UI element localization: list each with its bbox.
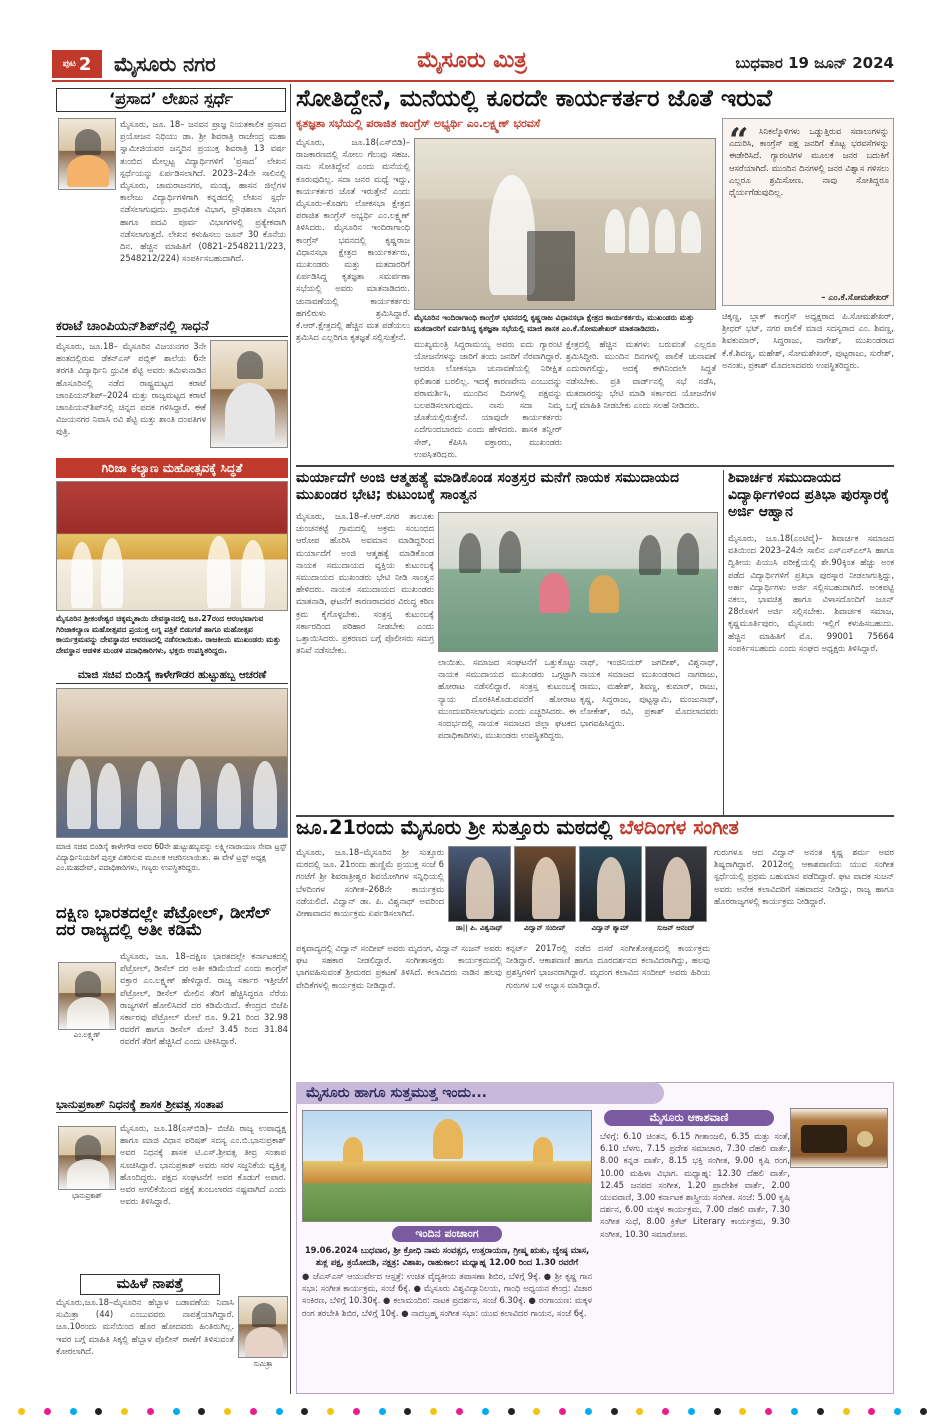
registration-dot (198, 1408, 205, 1415)
section-divider (296, 465, 894, 467)
artist-figure (663, 857, 691, 919)
akashavani-text: ಬೆಳಿಗ್ಗೆ: 6.10 ಚಿಂತನ, 6.15 ಗೀತಾಂಜಲಿ, 6.35 ಮತ್ತು ಸಂತೆ, 6.10 ಬೆಳಗು, 7.15 ಪ್ರದೇಶ ಸಮಾಚಾರ, 7.30 ದೆಹಲಿ ವಾರ್ತೆ, 8.00 ಕನ್ನಡ ವಾರ್ತೆ, 8.15 ಭಕ್ತಿ ಸಂಗೀತ, 9.00 ಕೃಷಿ ರಂಗ, 10.00 ಮಹಿಳಾ ವಿಭಾಗ. ಮಧ್ಯಾಹ್ನ: 12.30 ದೆಹಲಿ ವಾರ್ತೆ, 12.45 ಜನಪದ ಸಂಗೀತ, 1.20 ಪ್ರಾದೇಶಿಕ ವಾರ್ತೆ, 2.00 ಯುವವಾಣಿ, 3.00 ಕರ್ನಾಟಕ ಶಾಸ್ತ್ರೀಯ ಸಂಗೀತ. ಸಂಜೆ: 5.00 ಕೃಷಿ ದರ್ಶನ, 6.00 ಮಕ್ಕಳ ಕಾರ್ಯಕ್ರಮ, 7.00 ದೆಹಲಿ ವಾರ್ತೆ, 7.30 ಸಂಗೀತ ಸುಧೆ, 8.00 ಕ್ರಿಕೆಟ್ Literary ಕಾರ್ಯಕ್ರಮ, 9.30 ಸಂಗೀತ, 10.30 ಸಮಾರೋಪ. (600, 1131, 790, 1239)
karate-student-photo (210, 340, 288, 448)
registration-dot (868, 1408, 875, 1415)
lead-headline: ಸೋತಿದ್ದೇನೆ, ಮನೆಯಲ್ಲಿ ಕೂರದೇ ಕಾರ್ಯಕರ್ತರ ಜೊತೆ ಇರುವೆ (296, 84, 773, 112)
suttur-headline (296, 818, 894, 838)
shivarchaka-body: ಮೈಸೂರು, ಜೂ.18(ಎಂಟಿವೈ)– ಶಿವಾರ್ಚಕ ಸಮಾಜದ ವತಿಯಿಂದ 2023–24ನೇ ಸಾಲಿನ ಎಸ್‌ಎಸ್‌ಎಲ್‌ಸಿ ಹಾಗೂ ದ್ವಿತೀಯ ಪಿಯುಸಿ ಪರೀಕ್ಷೆಯಲ್ಲಿ ಶೇ.90ಕ್ಕಿಂತ ಹೆಚ್ಚು ಅಂಕ ಪಡೆದ ವಿದ್ಯಾರ್ಥಿಗಳಿಗೆ ಪ್ರತಿಭಾ ಪುರಸ್ಕಾರ ನೀಡಲಾಗುತ್ತಿದ್ದು, ಅರ್ಹ ವಿದ್ಯಾರ್ಥಿಗಳು ಅರ್ಜಿ ಸಲ್ಲಿಸಬಹುದಾಗಿದೆ. ಅಂಕಪಟ್ಟಿ ನಕಲು, ಭಾವಚಿತ್ರ ಹಾಗೂ ವಿಳಾಸದೊಂದಿಗೆ ಜೂನ್ 28ರೊಳಗೆ ಅರ್ಜಿ ಸಲ್ಲಿಸಬೇಕು. ಶಿವಾರ್ಚಕ ಸಮಾಜ, ಕೃಷ್ಣಮೂರ್ತಿಪುರಂ, ಮೈಸೂರು ಇಲ್ಲಿಗೆ ಕಳುಹಿಸಬಹುದು. ಹೆಚ್ಚಿನ ಮಾಹಿತಿಗೆ ಮೊ. 99001 75664 ಸಂಪರ್ಕಿಸಬಹುದು ಎಂದು ಸಂಘದ ಅಧ್ಯಕ್ಷರು ತಿಳಿಸಿದ್ದಾರೆ. (728, 533, 894, 653)
lead-subheadline: ಕೃತಜ್ಞತಾ ಸಭೆಯಲ್ಲಿ ಪರಾಜಿತ ಕಾಂಗ್ರೆಸ್ ಅಭ್ಯರ್ಥಿ ಎಂ.ಲಕ್ಷ್ಮಣ್ ಭರವಸೆ (296, 117, 541, 130)
registration-marks (0, 1408, 945, 1418)
naayaka-headline: ಮರ್ಯಾದೆಗೆ ಅಂಜಿ ಆತ್ಮಹತ್ಯೆ ಮಾಡಿಕೊಂಡ ಸಂತ್ರಸ್ತರ ಮನೆಗೆ ನಾಯಕ ಸಮುದಾಯದ ಮುಖಂಡರ ಭೇಟಿ; ಕುಟುಂಬಕ್ಕೆ ಸಾಂತ್ವನ (296, 470, 680, 503)
registration-dot (662, 1408, 669, 1415)
bhanu-headline: ಭಾನುಪ್ರಕಾಶ್ ನಿಧನಕ್ಕೆ ಶಾಸಕ ಶ್ರೀವತ್ಸ ಸಂತಾಪ (56, 1098, 288, 1113)
person-figure (499, 531, 521, 573)
maji-caption: ಮಾಜಿ ಸಚಿವ ಬಿಂಡಿಸೈ ಕಾಳೇಗೌಡ ಅವರ 60ನೇ ಹುಟ್ಟುಹಬ್ಬವನ್ನು ಲಕ್ಷ್ಮೀನಾರಾಯಣ ಸೇವಾ ಟ್ರಸ್ಟ್ ವಿದ್ಯಾರ್ಥಿನಿಯರಿಗೆ ಪುಸ್ತಕ ವಿತರಿಸುವ ಮೂಲಕ ಆಚರಿಸಲಾಯಿತು. ಈ ವೇಳೆ ಟ್ರಸ್ಟ್ ಅಧ್ಯಕ್ಷ ಎಂ.ಮಹದೇವ್, ಪದಾಧಿಕಾರಿಗಳು, ಗಣ್ಯರು ಉಪಸ್ಥಿತರಿದ್ದರು. (56, 842, 287, 872)
registration-dot (791, 1408, 798, 1415)
artist-figure (532, 857, 560, 919)
suttur-headline-main: ಜೂ.21ರಂದು ಮೈಸೂರು ಶ್ರೀ ಸುತ್ತೂರು ಮಠದಲ್ಲಿ (296, 816, 620, 839)
panchanga-text: 19.06.2024 ಬುಧವಾರ, ಶ್ರೀ ಕ್ರೋಧಿ ನಾಮ ಸಂವತ್ಸರ, ಉತ್ತರಾಯಣ, ಗ್ರೀಷ್ಮ ಋತು, ಜ್ಯೇಷ್ಠ ಮಾಸ, ಶುಕ್ಲ ಪಕ್ಷ, ತ್ರಯೋದಶಿ, ನಕ್ಷತ್ರ: ವಿಶಾಖ, ರಾಹುಕಾಲ: ಮಧ್ಯಾಹ್ನ 12.00 ರಿಂದ 1.30 ರವರೆಗೆ (304, 1245, 590, 1268)
audience-figure (629, 207, 649, 253)
registration-dot (70, 1408, 77, 1415)
podium (527, 231, 575, 301)
petrol-body: ಮೈಸೂರು, ಜೂ. 18–ದಕ್ಷಿಣ ಭಾರತದಲ್ಲೇ ಕರ್ನಾಟಕದಲ್ಲಿ ಪೆಟ್ರೋಲ್, ಡೀಸೆಲ್ ದರ ಅತೀ ಕಡಿಮೆಯಿದೆ ಎಂದು ಕಾಂಗ್ರೆಸ್ ವಕ್ತಾರ ಎಂ.ಲಕ್ಷ್ಮಣ್ ಹೇಳಿದ್ದಾರೆ. ರಾಜ್ಯ ಸರ್ಕಾರ ಇತ್ತೀಚೆಗೆ ಪೆಟ್ರೋಲ್, ಡೀಸೆಲ್ ಮೇಲಿನ ತೆರಿಗೆ ಹೆಚ್ಚಿಸಿದ್ದರೂ ನೆರೆಯ ರಾಜ್ಯಗಳಿಗೆ ಹೋಲಿಸಿದರೆ ದರ ಕಡಿಮೆಯಿದೆ. ಕೇಂದ್ರದ ಬಿಜೆಪಿ ಸರ್ಕಾರವು ಪೆಟ್ರೋಲ್ ಮೇಲೆ ರೂ. 9.21 ರಿಂದ 32.98 ರವರೆಗೆ ಹಾಗೂ ಡೀಸೆಲ್ ಮೇಲೆ 3.45 ರಿಂದ 31.84 ರವರೆಗೆ ತೆರಿಗೆ ಹೆಚ್ಚಿಸಿದೆ ಎಂದು ಟೀಕಿಸಿದ್ದಾರೆ. (120, 951, 288, 1047)
palace-dome (433, 1119, 463, 1159)
mysuru-palace-photo (302, 1110, 592, 1222)
artist-name: ಡಾ|| ಪಿ. ವಿಶ್ವನಾಥ್ (455, 924, 503, 932)
missing-woman-photo (238, 1296, 288, 1358)
registration-dot (636, 1408, 643, 1415)
portrait-figure (75, 1135, 101, 1161)
artist-card (448, 846, 511, 938)
lead-body-col1: ಮೈಸೂರು, ಜೂ.18(ಎಸ್‌ಬಿಡಿ)– ರಾಜಕಾರಣದಲ್ಲಿ ಸೋಲು ಗೆಲುವು ಸಹಜ. ನಾನು ಸೋತಿದ್ದೇನೆ ಎಂದು ಮನೆಯಲ್ಲಿ ಕೂರುವುದಿಲ್ಲ. ಸದಾ ಜನರ ಮಧ್ಯೆ ಇದ್ದು, ಕಾರ್ಯಕರ್ತರ ಜೊತೆ ಇರುತ್ತೇನೆ ಎಂದು ಮೈಸೂರು–ಕೊಡಗು ಲೋಕಸಭಾ ಕ್ಷೇತ್ರದ ಪರಾಜಿತ ಕಾಂಗ್ರೆಸ್ ಅಭ್ಯರ್ಥಿ ಎಂ.ಲಕ್ಷ್ಮಣ್ ತಿಳಿಸಿದರು. ಮೈಸೂರಿನ ಇಂದಿರಾಗಾಂಧಿ ಕಾಂಗ್ರೆಸ್ ಭವನದಲ್ಲಿ ಕೃಷ್ಣರಾಜ ವಿಧಾನಸಭಾ ಕ್ಷೇತ್ರದ ಕಾರ್ಯಕರ್ತರು, ಮುಖಂಡರು ಮತ್ತು ಮತದಾರರಿಗೆ ಏರ್ಪಡಿಸಿದ್ದ ಕೃತಜ್ಞತಾ ಸಮರ್ಪಣಾ ಸಭೆಯಲ್ಲಿ ಅವರು ಮಾತನಾಡಿದರು. ಚುನಾವಣೆಯಲ್ಲಿ ಕಾರ್ಯಕರ್ತರು ಹಗಲಿರುಳು ಶ್ರಮಿಸಿದ್ದಾರೆ. ಕೆ.ಆರ್.ಕ್ಷೇತ್ರದಲ್ಲಿ ಹೆಚ್ಚಿನ ಮತ ಪಡೆಯಲು ಶ್ರಮಿಸಿದ ಎಲ್ಲರಿಗೂ ಕೃತಜ್ಞತೆ ಸಲ್ಲಿಸುತ್ತೇನೆ. (296, 137, 410, 343)
registration-dot (508, 1408, 515, 1415)
petrol-portrait-caption: ಎಂ.ಲಕ್ಷ್ಮಣ್ (73, 1031, 101, 1039)
naayaka-body-col1: ಮೈಸೂರು, ಜೂ.18–ಕೆ.ಆರ್.ನಗರ ತಾಲೂಕು ಚುಂಚನಕಟ್ಟೆ ಗ್ರಾಮದಲ್ಲಿ ಅಕ್ರಮ ಸಂಬಂಧದ ಆರೋಪ ಹೊರಿಸಿ ಅವಮಾನ ಮಾಡಿದ್ದರಿಂದ ಮರ್ಯಾದೆಗೆ ಅಂಜಿ ಆತ್ಮಹತ್ಯೆ ಮಾಡಿಕೊಂಡ ನಾಯಕ ಸಮುದಾಯದ ವ್ಯಕ್ತಿಯ ಕುಟುಂಬಕ್ಕೆ ಸಮುದಾಯದ ಮುಖಂಡರು ಭೇಟಿ ನೀಡಿ ಸಾಂತ್ವನ ಹೇಳಿದರು. ನಾಯಕ ಸಮುದಾಯದ ಮುಖಂಡರು ಮಾತನಾಡಿ, ಘಟನೆಗೆ ಕಾರಣರಾದವರ ವಿರುದ್ಧ ಕಠಿಣ ಕ್ರಮ ಕೈಗೊಳ್ಳಬೇಕು. ಸಂತ್ರಸ್ತ ಕುಟುಂಬಕ್ಕೆ ಸರ್ಕಾರದಿಂದ ಪರಿಹಾರ ನೀಡಬೇಕು ಎಂದು ಒತ್ತಾಯಿಸಿದರು. ಪ್ರಕರಣದ ಬಗ್ಗೆ ಪೊಲೀಸರು ಸಮಗ್ರ ತನಿಖೆ ನಡೆಸಬೇಕು. (296, 511, 434, 656)
akashavani-tab: ಮೈಸೂರು ಆಕಾಶವಾಣಿ (604, 1110, 774, 1126)
artist-card (514, 846, 577, 938)
artist-name: ವಿದ್ವಾನ್ ಸಂದೀಪ್ (524, 924, 566, 932)
column-rule (290, 84, 291, 1394)
page-number: 2 (78, 53, 92, 75)
page-number-badge (52, 50, 102, 78)
registration-dot (404, 1408, 411, 1415)
person-figure (97, 763, 121, 829)
portrait-figure (237, 351, 263, 379)
registration-dot (379, 1408, 386, 1415)
missing-headline: ಮಹಿಳೆ ನಾಪತ್ತೆ (80, 1274, 220, 1295)
naayaka-visit-photo (438, 512, 718, 652)
prasada-headline: ‘ಪ್ರಸಾದ’ ಲೇಖನ ಸ್ಪರ್ಧೆ (56, 88, 286, 112)
registration-dot (301, 1408, 308, 1415)
lead-quote-text: ಸಿನಿಕಲ್ಕೊಳಿಗಳು ಒಡ್ಡುತ್ತಿರುವ ಸವಾಲುಗಳನ್ನು ಎದುರಿಸಿ, ಕಾಂಗ್ರೆಸ್ ಪಕ್ಷ ಜನರಿಗೆ ಕೊಟ್ಟ ಭರವಸೆಗಳನ್ನು ಈಡೇರಿಸಿದೆ. ಗ್ಯಾರಂಟಿಗಳ ಮೂಲಕ ಜನರ ಬದುಕಿಗೆ ಆಸರೆಯಾಗಿದೆ. ಮುಂದಿನ ದಿನಗಳಲ್ಲಿ ಜನರ ವಿಶ್ವಾಸ ಗಳಿಸಲು ಎಲ್ಲರೂ ಶ್ರಮಿಸೋಣ. ನಾವು ಸೋತಿದ್ದರೂ ಧೈರ್ಯಗೆಡುವುದಿಲ್ಲ. (729, 126, 889, 198)
registration-dot (327, 1408, 334, 1415)
artist-figure (597, 857, 625, 919)
bhanu-portrait-caption: ಭಾನುಪ್ರಕಾಶ್ (72, 1192, 102, 1200)
person-figure (253, 761, 277, 829)
audience-figure (655, 209, 675, 253)
lead-photo-caption: ಮೈಸೂರಿನ ಇಂದಿರಾಗಾಂಧಿ ಕಾಂಗ್ರೆಸ್ ಭವನದಲ್ಲಿ ಕೃಷ್ಣರಾಜ ವಿಧಾನಸಭಾ ಕ್ಷೇತ್ರದ ಕಾರ್ಯಕರ್ತರು, ಮುಖಂಡರು ಮತ್ತು ಮತದಾರರಿಗೆ ಏರ್ಪಡಿಸಿದ್ದ ಕೃತಜ್ಞತಾ ಸಭೆಯಲ್ಲಿ ಮಾಜಿ ಶಾಸಕ ಎಂ.ಕೆ.ಸೋಮಶೇಖರ್ ಮಾತನಾಡಿದರು. (414, 313, 695, 333)
girija-event-photo (56, 481, 288, 611)
masthead (52, 46, 894, 82)
registration-dot (430, 1408, 437, 1415)
person-figure (539, 573, 569, 613)
palace-dome (343, 1137, 363, 1163)
person-figure (207, 536, 231, 608)
missing-body: ಮೈಸೂರು,ಜೂ.18–ಮೈಸೂರಿನ ಹೆಬ್ಬಾಳ ಬಡಾವಣೆಯ ನಿವಾಸಿ ಸುಮಿತ್ರಾ (44) ಎಂಬುವವರು ನಾಪತ್ತೆಯಾಗಿದ್ದಾರೆ. ಜೂ.10ರಂದು ಮನೆಯಿಂದ ಹೊರ ಹೋದವರು ಹಿಂತಿರುಗಿಲ್ಲ. ಇವರ ಬಗ್ಗೆ ಮಾಹಿತಿ ಸಿಕ್ಕಲ್ಲಿ ಹೆಬ್ಬಾಳ ಪೊಲೀಸ್ ಠಾಣೆಗೆ ತಿಳಿಸುವಂತೆ ಕೋರಲಾಗಿದೆ. (56, 1297, 234, 1356)
artist-name: ವಿದ್ವಾನ್ ಶ್ಯಾಮ್ (591, 924, 630, 932)
registration-dot (817, 1408, 824, 1415)
suttur-body-col2: ಪಕ್ಕವಾದ್ಯದಲ್ಲಿ ವಿದ್ವಾನ್ ಸಂದೀಪ್ ಅವರು ಮೃದಂಗ, ವಿದ್ವಾನ್ ಸುಜನ್ ಅವರು ಘಟ ಸಹಕಾರ ನೀಡಲಿದ್ದಾರೆ. ಸಂಗೀತಾಸಕ್ತರು ಕಾರ್ಯಕ್ರಮದಲ್ಲಿ ಭಾಗವಹಿಸುವಂತೆ ಶ್ರೀಮಠದ ಪ್ರಕಟಣೆ ತಿಳಿಸಿದೆ. ಕಲಾವಿದರು ನಾಡಿನ ಹಲವು ವೇದಿಕೆಗಳಲ್ಲಿ ಕಾರ್ಯಕ್ರಮ ನೀಡಿದ್ದಾರೆ. (296, 943, 502, 990)
palace-dome (533, 1137, 553, 1163)
prasada-body: ಮೈಸೂರು, ಜೂ. 18– ಜನವನ ಪ್ರಾಜ್ಞ ನಿಯತಕಾಲಿಕ ಪ್ರಸಾದ ಪ್ರಯೋಜನ ನಿಧಿಯು ಡಾ. ಶ್ರೀ ಶಿವರಾತ್ರಿ ರಾಜೇಂದ್ರ ಮಹಾ ಸ್ವಾಮೀಜಿಯವರ ಜನ್ಮದಿನ ಪ್ರಯುಕ್ತ ಶಿವರಾತ್ರಿ 13 ವರ್ಷ ತುಂಬಿದ ಮೇಲ್ಪಟ್ಟ ವಿದ್ಯಾರ್ಥಿಗಳಿಗೆ ‘ಪ್ರಸಾದ’ ಲೇಖನ ಸ್ಪರ್ಧೆಯನ್ನು ಏರ್ಪಡಿಸಲಾಗಿದೆ. 2023–24ನೇ ಸಾಲಿನಲ್ಲಿ ಮೈಸೂರು, ಚಾಮರಾಜನಗರ, ಮಂಡ್ಯ, ಹಾಸನ ಜಿಲ್ಲೆಗಳ ಕಾಲೇಜು ವಿದ್ಯಾರ್ಥಿಗಳಿಗಾಗಿ ಕನ್ನಡದಲ್ಲಿ ಲೇಖನ ಸ್ಪರ್ಧೆ ನಡೆಸಲಾಗುವುದು. ಪ್ರಾಥಮಿಕ ವಿಭಾಗ, ಪ್ರೌಢಶಾಲಾ ವಿಭಾಗ ಹಾಗೂ ಪದವಿ ಪೂರ್ವ ವಿಭಾಗಗಳಲ್ಲಿ ಪ್ರತ್ಯೇಕವಾಗಿ ನಡೆಸಲಾಗುತ್ತದೆ. ಲೇಖನ ಕಳುಹಿಸಲು ಜೂನ್ 30 ಕೊನೆಯ ದಿನ. ಹೆಚ್ಚಿನ ಮಾಹಿತಿಗೆ (0821–2548211/223, 2548212/224) ಸಂಪರ್ಕಿಸಬಹುದಾಗಿದೆ. (120, 119, 286, 264)
registration-dot (276, 1408, 283, 1415)
person-figure (67, 759, 91, 829)
shivarchaka-headline: ಶಿವಾರ್ಚಕ ಸಮುದಾಯದ ವಿದ್ಯಾರ್ಥಿಗಳಿಂದ ಪ್ರತಿಭಾ ಪುರಸ್ಕಾರಕ್ಕೆ ಅರ್ಜಿ ಆಹ್ವಾನ (728, 470, 890, 520)
registration-dot (920, 1408, 927, 1415)
mysuru-today-title: ಮೈಸೂರು ಹಾಗೂ ಸುತ್ತಮುತ್ತ ಇಂದು... (296, 1082, 664, 1104)
person-figure (177, 759, 201, 829)
page-label: ಪುಟ (62, 59, 76, 69)
artist-photo (514, 846, 577, 922)
registration-dot (843, 1408, 850, 1415)
lead-quote-box (722, 118, 894, 306)
portrait-figure (67, 1159, 109, 1190)
lead-body-col3: ಕ್ಷೇತ್ರದಲ್ಲಿ ಹೆಚ್ಚಿನ ಮತಗಳು ಬರುವಂತೆ ಎಲ್ಲರೂ ಶ್ರಮಿಸಿದ್ದೀರಿ. ಮುಂದಿನ ದಿನಗಳಲ್ಲಿ ಪಾಲಿಕೆ ಚುನಾವಣೆ ಎದುರಾಗಲಿದ್ದು, ಅದಕ್ಕೆ ಈಗಿನಿಂದಲೇ ಸಿದ್ಧತೆ ನಡೆಸಬೇಕು. ಪ್ರತಿ ವಾರ್ಡ್‌ನಲ್ಲಿ ಸಭೆ ನಡೆಸಿ, ಮತದಾರರನ್ನು ಭೇಟಿ ಮಾಡಿ ಸರ್ಕಾರದ ಯೋಜನೆಗಳ ಬಗ್ಗೆ ಮಾಹಿತಿ ನೀಡಬೇಕು ಎಂದು ಸಲಹೆ ನೀಡಿದರು. (566, 339, 716, 411)
artist-figure (466, 857, 494, 919)
registration-dot (714, 1408, 721, 1415)
registration-dot (173, 1408, 180, 1415)
artist-photo (448, 846, 511, 922)
audience-figure (681, 211, 701, 253)
karate-headline: ಕರಾಟೆ ಚಾಂಪಿಯನ್‌ಶಿಪ್‌ನಲ್ಲಿ ಸಾಧನೆ (56, 320, 288, 337)
registration-dot (533, 1408, 540, 1415)
artist-photo (645, 846, 708, 922)
registration-dot (95, 1408, 102, 1415)
registration-dot (44, 1408, 51, 1415)
maji-headline: ಮಾಜಿ ಸಚಿವ ಬಿಂಡಿಸೈ ಕಾಳೇಗೌಡರ ಹುಟ್ಟುಹಬ್ಬ ಆಚರಣೆ (56, 670, 288, 684)
suttur-body-col1: ಮೈಸೂರು, ಜೂ.18–ಮೈಸೂರಿನ ಶ್ರೀ ಸುತ್ತೂರು ಮಠದಲ್ಲಿ ಜೂ. 21ರಂದು ಹುಣ್ಣಿಮೆ ಪ್ರಯುಕ್ತ ಸಂಜೆ 6 ಗಂಟೆಗೆ ಶ್ರೀ ಶಿವರಾತ್ರೀಶ್ವರ ಶಿವಯೋಗಿಗಳ ಸನ್ನಿಧಿಯಲ್ಲಿ ಬೆಳದಿಂಗಳ ಸಂಗೀತ–268ನೇ ಕಾರ್ಯಕ್ರಮ ನಡೆಯಲಿದೆ. ವಿದ್ವಾನ್ ಡಾ. ಪಿ. ವಿಶ್ವನಾಥ್ ಅವರಿಂದ ವೀಣಾವಾದನ ಕಾರ್ಯಕ್ರಮ ಏರ್ಪಡಿಸಲಾಗಿದೆ. (296, 847, 444, 919)
registration-dot (739, 1408, 746, 1415)
prasada-swamiji-photo (58, 118, 116, 190)
suttur-headline-highlight: ಬೆಳದಿಂಗಳ ಸಂಗೀತ (619, 816, 739, 839)
maji-event-photo (56, 688, 288, 838)
girija-caption: ಮೈಸೂರಿನ ಶ್ರೀಕಂಠೇಶ್ವರ ಚಿಕ್ಕಮ್ಮತಾಯಿ ದೇವಸ್ಥಾನದಲ್ಲಿ ಜೂ.27ರಂದ ಆರಂಭವಾಗುವ ಗಿರಿಜಾಕಲ್ಯಾಣ ಮಹೋತ್ಸವದ ಪ್ರಯುಕ್ತ ಲಗ್ನ ಪತ್ರಿಕೆ ಬಿಡುಗಡೆ ಹಾಗೂ ಮಹೋತ್ಸವ ಕಾರ್ಯಕ್ರಮವನ್ನು ದೇವಸ್ಥಾನದ ಆವರಣದಲ್ಲಿ ನಡೆಸಲಾಯಿತು. ರಾಜಕೀಯ ಮುಖಂಡರು ಮತ್ತು ದೇವಸ್ಥಾನ ಆಡಳಿತ ಮಂಡಳಿ ಪದಾಧಿಕಾರಿಗಳು, ಭಕ್ತರು ಉಪಸ್ಥಿತರಿದ್ದರು. (56, 614, 281, 655)
registration-dot (611, 1408, 618, 1415)
suttur-artist-row (448, 846, 710, 938)
registration-dot (688, 1408, 695, 1415)
suttur-body-col4: ಗುರುಗಳೂ ಆದ ವಿದ್ವಾನ್ ಅನಂತ ಕೃಷ್ಣ ಶರ್ಮ ಅವರ ಶಿಷ್ಯರಾಗಿದ್ದಾರೆ. 2012ರಲ್ಲಿ ಆಕಾಶವಾಣಿಯ ಯುವ ಸಂಗೀತ ಸ್ಪರ್ಧೆಯಲ್ಲಿ ಪ್ರಥಮ ಬಹುಮಾನ ಪಡೆದಿದ್ದಾರೆ. ಘಟ ವಾದಕ ಸುಜನ್ ಅವರು ಅನೇಕ ಕಲಾವಿದರಿಗೆ ಸಹವಾದನ ನೀಡಿದ್ದು, ರಾಜ್ಯ ಹಾಗೂ ಹೊರರಾಜ್ಯಗಳಲ್ಲಿ ಕಾರ್ಯಕ್ರಮ ನೀಡಿದ್ದಾರೆ. (714, 847, 894, 906)
lead-meeting-photo (414, 138, 716, 310)
registration-dot (353, 1408, 360, 1415)
registration-dot (147, 1408, 154, 1415)
naayaka-body-col3: ನಾಥ್, ಇಂಜಿನಿಯರ್ ಜಗದೀಶ್, ವಿಶ್ವನಾಥ್, ನಾಯಕ ಸಮಾಜದ ಮುಖಂಡರಾದ ನಾಗರಾಜು, ರಾಮು, ಮಹೇಶ್, ಶಿವಣ್ಣ, ಕುಮಾರ್, ರಾಜು, ಕೃಷ್ಣ, ಸಿದ್ದರಾಜು, ಪುಟ್ಟಸ್ವಾಮಿ, ಮಂಜುನಾಥ್, ಲೋಕೇಶ್, ರವಿ, ಪ್ರಕಾಶ್ ಮೊದಲಾದವರು ಭಾಗವಹಿಸಿದ್ದರು. (580, 657, 718, 729)
paper-name: ಮೈಸೂರು ಮಿತ್ರ (417, 48, 527, 73)
person-figure (101, 538, 123, 608)
column-rule (723, 470, 724, 815)
registration-dot (121, 1408, 128, 1415)
person-figure (589, 575, 619, 613)
person-figure (677, 533, 699, 575)
portrait-figure (245, 1327, 283, 1358)
person-figure (137, 761, 161, 829)
audience-figure (605, 209, 625, 253)
artist-name: ಸುಜನ್ ಆನಂದ್ (656, 924, 695, 932)
bhanu-body: ಮೈಸೂರು, ಜೂ.18(ಎಸ್‌ಬಿಡಿ)– ಬಿಜೆಪಿ ರಾಜ್ಯ ಉಪಾಧ್ಯಕ್ಷ ಹಾಗೂ ಮಾಜಿ ವಿಧಾನ ಪರಿಷತ್ ಸದಸ್ಯ ಎಂ.ಬಿ.ಭಾನುಪ್ರಕಾಶ್ ಅವರ ನಿಧನಕ್ಕೆ ಶಾಸಕ ಟಿ.ಎಸ್.ಶ್ರೀವತ್ಸ ತೀವ್ರ ಸಂತಾಪ ಸೂಚಿಸಿದ್ದಾರೆ. ಭಾನುಪ್ರಕಾಶ್ ಅವರು ಸರಳ ಸಜ್ಜನಿಕೆಯ ವ್ಯಕ್ತಿತ್ವ ಹೊಂದಿದ್ದರು. ಪಕ್ಷದ ಸಂಘಟನೆಗೆ ಅವರ ಕೊಡುಗೆ ಅಪಾರ. ಅವರ ಅಗಲಿಕೆಯಿಂದ ಪಕ್ಷಕ್ಕೆ ತುಂಬಲಾರದ ನಷ್ಟವಾಗಿದೆ ಎಂದು ಅವರು ತಿಳಿಸಿದ್ದಾರೆ. (120, 1123, 286, 1207)
portrait-figure (252, 1303, 276, 1327)
portrait-figure (75, 129, 101, 155)
girija-band: ಗಿರಿಜಾ ಕಲ್ಯಾಣ ಮಹೋತ್ಸವಕ್ಕೆ ಸಿದ್ಧತೆ (56, 458, 288, 478)
portrait-figure (225, 383, 275, 443)
person-figure (459, 533, 481, 573)
portrait-figure (67, 155, 109, 187)
today-events: ● ಜೆಎಸ್‌ಎಸ್ ಆಯುರ್ವೇದ ಆಸ್ಪತ್ರೆ: ಉಚಿತ ವೈದ್ಯಕೀಯ ತಪಾಸಣಾ ಶಿಬಿರ, ಬೆಳಿಗ್ಗೆ 9ಕ್ಕೆ. ● ಶ್ರೀ ಕೃಷ್ಣ ಗಾನ ಸಭಾ: ಸಂಗೀತ ಕಾರ್ಯಕ್ರಮ, ಸಂಜೆ 6ಕ್ಕೆ. ● ಮೈಸೂರು ವಿಶ್ವವಿದ್ಯಾನಿಲಯ, ಗಾಂಧಿ ಅಧ್ಯಯನ ಕೇಂದ್ರ: ವಿಚಾರ ಸಂಕಿರಣ, ಬೆಳಿಗ್ಗೆ 10.30ಕ್ಕೆ. ● ಕಲಾಮಂದಿರ: ನಾಟಕ ಪ್ರದರ್ಶನ, ಸಂಜೆ 6.30ಕ್ಕೆ. ● ರಂಗಾಯಣ: ಮಕ್ಕಳ ರಂಗ ತರಬೇತಿ ಶಿಬಿರ, ಬೆಳಿಗ್ಗೆ 10ಕ್ಕೆ. ● ನಾದಬ್ರಹ್ಮ ಸಂಗೀತ ಸಭಾ: ಯುವ ಕಲಾವಿದರ ಗಾಯನ, ಸಂಜೆ 6ಕ್ಕೆ. (302, 1271, 592, 1318)
registration-dot (559, 1408, 566, 1415)
lead-quote-author: – ಎಂ.ಕೆ.ಸೋಮಶೇಖರ್ (821, 292, 889, 302)
quote-mark: “ (729, 121, 749, 161)
person-figure (639, 535, 661, 575)
lead-body-col5: ಚಿಕ್ಕಣ್ಣ, ಬ್ಲಾಕ್ ಕಾಂಗ್ರೆಸ್ ಅಧ್ಯಕ್ಷರಾದ ಪಿ.ಸೋಮಶೇಖರ್, ಶ್ರೀಧರ್ ಭಟ್, ನಗರ ಪಾಲಿಕೆ ಮಾಜಿ ಸದಸ್ಯರಾದ ಎಂ. ಶಿವಣ್ಣ, ಶಿವಕುಮಾರ್, ಸಿದ್ದರಾಜು, ನಾಗೇಶ್, ಮುಖಂಡರಾದ ಕೆ.ಕೆ.ಶಿವಣ್ಣ, ಮಹೇಶ್, ಸೋಮಶೇಖರ್, ಪುಟ್ಟರಾಜು, ಸುರೇಶ್, ಅನಂತು, ಪ್ರಕಾಶ್ ಮೊದಲಾದವರು ಉಪಸ್ಥಿತರಿದ್ದರು. (722, 311, 894, 370)
registration-dot (18, 1408, 25, 1415)
registration-dot (456, 1408, 463, 1415)
naayaka-body-col2: ಲಾಯಿತು. ಸಮಾಜದ ಸಂಘಟನೆಗೆ ಒತ್ತುಕೊಟ್ಟು ನಾಯಕ ಸಮುದಾಯದ ಮುಖಂಡರು ಒಗ್ಗಟ್ಟಾಗಿ ಹೋರಾಟ ನಡೆಸಲಿದ್ದಾರೆ. ಸಂತ್ರಸ್ತ ಕುಟುಂಬಕ್ಕೆ ನ್ಯಾಯ ದೊರಕಿಸಿಕೊಡುವವರೆಗೆ ಹೋರಾಟ ಮುಂದುವರಿಸಲಾಗುವುದು ಎಂದು ಎಚ್ಚರಿಸಿದರು. ಈ ಸಂದರ್ಭದಲ್ಲಿ ನಾಯಕ ಸಮಾಜದ ಜಿಲ್ಲಾ ಘಟಕದ ಪದಾಧಿಕಾರಿಗಳು, ಮುಖಂಡರು ಉಪಸ್ಥಿತರಿದ್ದರು. (438, 657, 576, 741)
person-figure (217, 763, 241, 829)
registration-dot (224, 1408, 231, 1415)
registration-dot (765, 1408, 772, 1415)
issue-date: ಬುಧವಾರ 19 ಜೂನ್ 2024 (735, 54, 894, 72)
petrol-headline: ದಕ್ಷಿಣ ಭಾರತದಲ್ಲೇ ಪೆಟ್ರೋಲ್, ಡೀಸೆಲ್ ದರ ರಾಜ್ಯದಲ್ಲಿ ಅತೀ ಕಡಿಮೆ (56, 903, 271, 940)
lead-body-col2: ಮುಖ್ಯಮಂತ್ರಿ ಸಿದ್ದರಾಮಯ್ಯ ಅವರು ಐದು ಗ್ಯಾರಂಟಿ ಯೋಜನೆಗಳನ್ನು ಜಾರಿಗೆ ತಂದು ಜನರಿಗೆ ನೆರವಾಗಿದ್ದಾರೆ. ಆದರೂ ಲೋಕಸಭಾ ಚುನಾವಣೆಯಲ್ಲಿ ನಿರೀಕ್ಷಿತ ಫಲಿತಾಂಶ ಬರಲಿಲ್ಲ. ಇದಕ್ಕೆ ಕಾರಣವೇನು ಎಂಬುದನ್ನು ಪರಾಮರ್ಶಿಸಿ, ಮುಂದಿನ ದಿನಗಳಲ್ಲಿ ಪಕ್ಷವನ್ನು ಬಲಪಡಿಸಲಾಗುವುದು. ನಾನು ಸದಾ ನಿಮ್ಮ ಜೊತೆಯಲ್ಲಿರುತ್ತೇನೆ. ಯಾವುದೇ ಕಾರ್ಯಕರ್ತರು ಎದೆಗುಂದಬಾರದು ಎಂದು ಹೇಳಿದರು. ಶಾಸಕ ತನ್ವೀರ್ ಸೇಠ್, ಕೆಪಿಸಿಸಿ ವಕ್ತಾರರು, ಮುಖಂಡರು ಉಪಸ್ಥಿತರಿದ್ದರು. (414, 339, 562, 458)
registration-dot (482, 1408, 489, 1415)
artist-card (645, 846, 708, 938)
missing-portrait-caption: ಸುಮಿತ್ರಾ (253, 1360, 273, 1368)
section-name: ಮೈಸೂರು ನಗರ (114, 52, 216, 76)
artist-photo (579, 846, 642, 922)
person-figure (241, 540, 265, 608)
bhanu-photo (58, 1126, 116, 1190)
panchanga-tab: ಇಂದಿನ ಪಂಚಾಂಗ (392, 1226, 502, 1242)
person-figure (71, 542, 93, 608)
suttur-body-col3: ಕನ್ಸರ್ಟ್ 2017ರಲ್ಲಿ ನಡೆದ ದಸರೆ ಸಂಗೀತೋತ್ಸವದಲ್ಲಿ ಕಾರ್ಯಕ್ರಮ ನೀಡಿದ್ದಾರೆ. ಆಕಾಶವಾಣಿ ಹಾಗೂ ದೂರದರ್ಶನದ ಕಲಾವಿದರಾಗಿದ್ದು, ಹಲವು ಪ್ರಶಸ್ತಿಗಳಿಗೆ ಭಾಜನರಾಗಿದ್ದಾರೆ. ಮೃದಂಗ ಕಲಾವಿದ ಸಂದೀಪ್ ಅವರು ಹಿರಿಯ ಗುರುಗಳ ಬಳಿ ಅಭ್ಯಾಸ ಮಾಡಿದ್ದಾರೆ. (506, 943, 710, 990)
artist-card (579, 846, 642, 938)
registration-dot (250, 1408, 257, 1415)
registration-dot (585, 1408, 592, 1415)
karate-body: ಮೈಸೂರು, ಜೂ.18– ಮೈಸೂರಿನ ವಿಜಯನಗರ 3ನೇ ಹಂತದಲ್ಲಿರುವ ಡೆಕನ್‌ಎಸ್ ಪಬ್ಲಿಕ್ ಶಾಲೆಯ 6ನೇ ತರಗತಿ ವಿದ್ಯಾರ್ಥಿನಿ ಧ್ರುವಿಕ ಶೆಟ್ಟಿ ಅವರು ತಮಿಳುನಾಡಿನ ಹೊಸೂರಿನಲ್ಲಿ ನಡೆದ ರಾಷ್ಟ್ರಮಟ್ಟದ ಕರಾಟೆ ಚಾಂಪಿಯನ್‌ಶಿಪ್–2024 ಮತ್ತು ರಾಜ್ಯಮಟ್ಟದ ಕರಾಟೆ ಚಾಂಪಿಯನ್‌ಶಿಪ್‌ನಲ್ಲಿ ಚಿನ್ನದ ಪದಕ ಗಳಿಸಿದ್ದಾರೆ. ಈಕೆ ವಿಜಯನಗರ ನಿವಾಸಿ ರವಿ ಶೆಟ್ಟಿ ಮತ್ತು ಶಾಂತಿ ದಂಪತಿಗಳ ಪುತ್ರಿ. (56, 341, 206, 437)
registration-dot (894, 1408, 901, 1415)
